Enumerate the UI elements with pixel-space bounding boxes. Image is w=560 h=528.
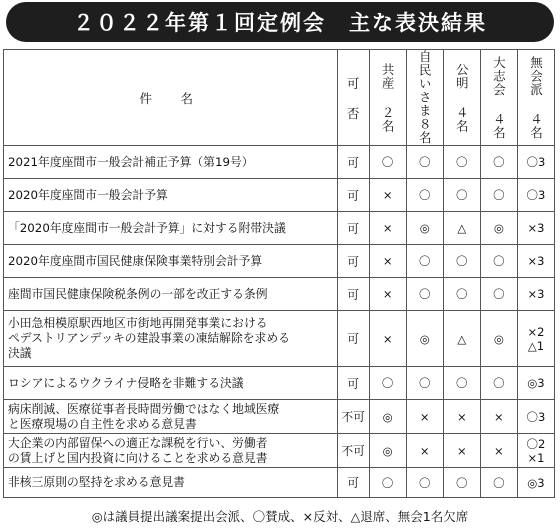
row-vote-cell: 〇	[443, 146, 480, 179]
vote-results-table	[3, 49, 555, 498]
row-item-name: 小田急相模原駅西地区市街地再開発事業における ペデストリアンデッキの建設事業の凍結解除を求める 決議	[4, 311, 338, 367]
table-row	[4, 212, 555, 245]
row-vote-cell: ×	[369, 278, 406, 311]
row-item-name: 2021年度座間市一般会計補正予算（第19号）	[4, 146, 338, 179]
row-pass-result: 不可	[337, 400, 369, 434]
row-vote-cell: ×3	[517, 245, 554, 278]
row-vote-cell: 〇3	[517, 146, 554, 179]
table-row	[4, 367, 555, 400]
row-vote-cell: ×	[369, 245, 406, 278]
header-party-taishikai: 大志会 ４名	[480, 50, 517, 146]
row-vote-cell: ◎	[480, 212, 517, 245]
table-row	[4, 400, 555, 434]
row-vote-cell: 〇	[480, 146, 517, 179]
table-row	[4, 245, 555, 278]
row-pass-result: 可	[337, 146, 369, 179]
row-pass-result: 可	[337, 367, 369, 400]
row-vote-cell: 〇	[443, 278, 480, 311]
row-vote-cell: ×	[369, 212, 406, 245]
row-vote-cell: ×	[406, 434, 443, 468]
row-vote-cell: 〇3	[517, 179, 554, 212]
table-row	[4, 278, 555, 311]
row-vote-cell: 〇3	[517, 400, 554, 434]
row-vote-cell: 〇	[406, 468, 443, 498]
row-vote-cell: △	[443, 311, 480, 367]
row-item-name: 「2020年度座間市一般会計予算」に対する附帯決議	[4, 212, 338, 245]
row-vote-cell: 〇	[480, 367, 517, 400]
row-vote-cell: ◎	[369, 400, 406, 434]
table-row	[4, 468, 555, 498]
table-row	[4, 179, 555, 212]
row-vote-cell: 〇	[406, 146, 443, 179]
row-item-name: 大企業の内部留保への適正な課税を行い、労働者 の賃上げと国内投資に向けることを求める意見書	[4, 434, 338, 468]
row-pass-result: 可	[337, 468, 369, 498]
row-item-name: ロシアによるウクライナ侵略を非難する決議	[4, 367, 338, 400]
table-row	[4, 311, 555, 367]
row-pass-result: 可	[337, 278, 369, 311]
row-vote-cell: ◎3	[517, 367, 554, 400]
header-party-jcp: 共産 ２名	[369, 50, 406, 146]
row-vote-cell: ◎3	[517, 468, 554, 498]
page-title: ２０２２年第１回定例会 主な表決結果	[6, 2, 554, 42]
row-vote-cell: ◎	[369, 434, 406, 468]
row-vote-cell: 〇	[406, 179, 443, 212]
header-item: 件 名	[4, 50, 338, 146]
row-vote-cell: ×	[480, 400, 517, 434]
row-vote-cell: 〇	[406, 245, 443, 278]
row-vote-cell: ×2 △1	[517, 311, 554, 367]
row-vote-cell: ×	[406, 400, 443, 434]
row-pass-result: 可	[337, 245, 369, 278]
row-vote-cell: 〇	[480, 245, 517, 278]
row-vote-cell: ×	[369, 311, 406, 367]
row-vote-cell: 〇	[480, 468, 517, 498]
row-pass-result: 不可	[337, 434, 369, 468]
table-row	[4, 146, 555, 179]
row-vote-cell: 〇	[480, 179, 517, 212]
row-item-name: 病床削減、医療従事者長時間労働ではなく地域医療 と医療現場の自主性を求める意見書	[4, 400, 338, 434]
table-row	[4, 434, 555, 468]
row-item-name: 座間市国民健康保険税条例の一部を改正する条例	[4, 278, 338, 311]
row-vote-cell: 〇2 ×1	[517, 434, 554, 468]
row-vote-cell: 〇	[369, 367, 406, 400]
row-vote-cell: △	[443, 212, 480, 245]
header-party-komeito: 公明 ４名	[443, 50, 480, 146]
row-vote-cell: 〇	[443, 468, 480, 498]
row-vote-cell: 〇	[480, 278, 517, 311]
row-vote-cell: ×3	[517, 212, 554, 245]
row-vote-cell: 〇	[443, 179, 480, 212]
header-pass: 可 否	[337, 50, 369, 146]
row-vote-cell: ×	[443, 434, 480, 468]
row-vote-cell: ×3	[517, 278, 554, 311]
row-vote-cell: 〇	[369, 468, 406, 498]
row-vote-cell: 〇	[406, 367, 443, 400]
row-vote-cell: ◎	[406, 311, 443, 367]
header-party-ldp: 自民いさま８名	[406, 50, 443, 146]
legend-note: ◎は議員提出議案提出会派、〇賛成、×反対、△退席、無会1名欠席	[91, 509, 469, 524]
row-pass-result: 可	[337, 179, 369, 212]
row-item-name: 2020年度座間市一般会計予算	[4, 179, 338, 212]
row-vote-cell: 〇	[443, 367, 480, 400]
header-party-independent: 無会派 ４名	[517, 50, 554, 146]
row-vote-cell: ◎	[406, 212, 443, 245]
row-vote-cell: ×	[443, 400, 480, 434]
row-vote-cell: 〇	[443, 245, 480, 278]
row-pass-result: 可	[337, 311, 369, 367]
row-vote-cell: 〇	[406, 278, 443, 311]
row-vote-cell: 〇	[369, 146, 406, 179]
row-vote-cell: ×	[369, 179, 406, 212]
row-item-name: 2020年度座間市国民健康保険事業特別会計予算	[4, 245, 338, 278]
row-pass-result: 可	[337, 212, 369, 245]
row-vote-cell: ◎	[480, 311, 517, 367]
row-item-name: 非核三原則の堅持を求める意見書	[4, 468, 338, 498]
row-vote-cell: ×	[480, 434, 517, 468]
